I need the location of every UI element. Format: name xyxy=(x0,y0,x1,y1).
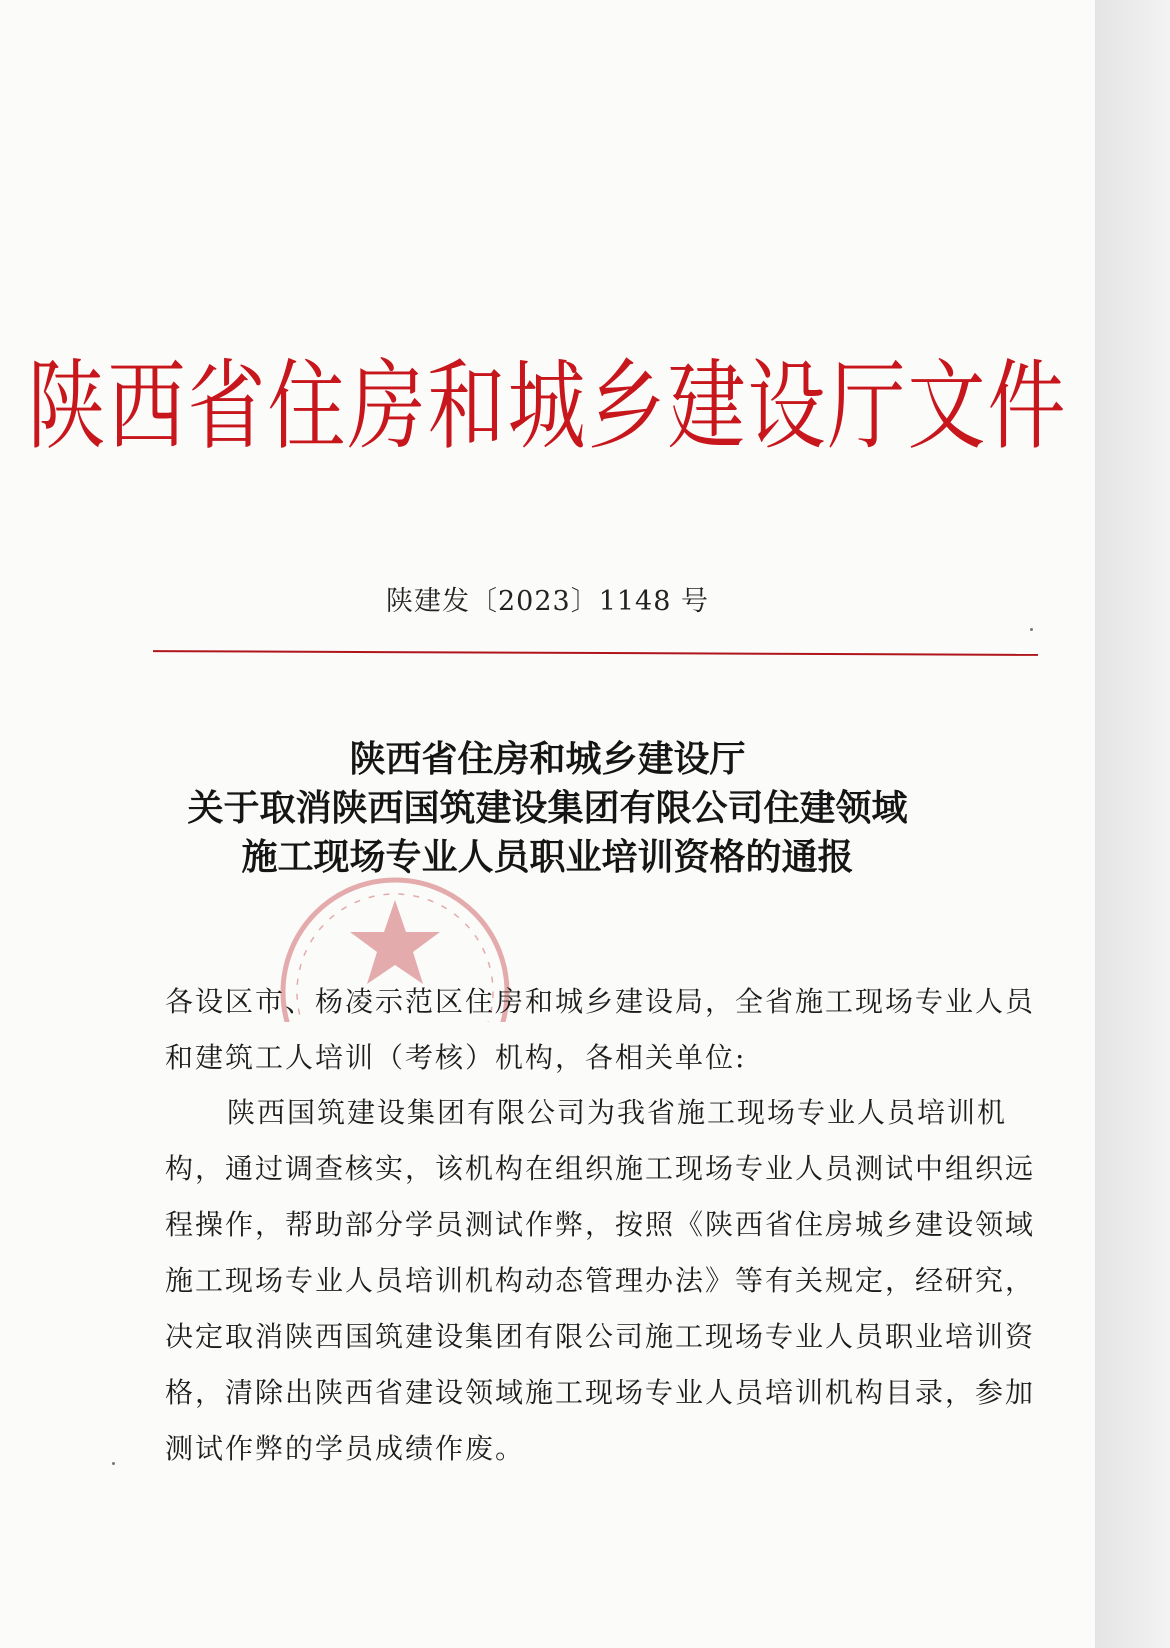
scan-speck xyxy=(1030,628,1033,631)
scan-speck xyxy=(112,1462,115,1465)
salutation-paragraph: 各设区市、杨凌示范区住房和城乡建设局，全省施工现场专业人员和建筑工人培训（考核）机构，各相关单位: xyxy=(165,985,1036,1074)
notice-title xyxy=(100,735,995,882)
document-number: 陕建发〔2023〕1148 号 xyxy=(385,586,709,617)
letterhead-title: 陕西省住房和城乡建设厅文件 xyxy=(27,351,1068,464)
notice-title-line-3: 施工现场专业人员职业培训资格的通报 xyxy=(241,837,854,878)
notice-title-line-2: 关于取消陕西国筑建设集团有限公司住建领域 xyxy=(187,788,908,829)
notice-title-line-1: 陕西省住房和城乡建设厅 xyxy=(349,739,746,780)
scan-margin xyxy=(1095,0,1170,1648)
body-paragraph: 陕西国筑建设集团有限公司为我省施工现场专业人员培训机构，通过调查核实，该机构在组织施工现场专业人员测试中组织远程操作，帮助部分学员测试作弊，按照《陕西省住房城乡建设领域施工现场专业人员培训机构动态管理办法》等有关规定，经研究，决定取消陕西国筑建设集团有限公司施工现场专业人员职业培训资格，清除出陕西省建设领域施工现场专业人员培训机构目录，参加测试作弊的学员成绩作废。 xyxy=(165,1096,1036,1465)
red-divider-line xyxy=(153,650,1038,656)
